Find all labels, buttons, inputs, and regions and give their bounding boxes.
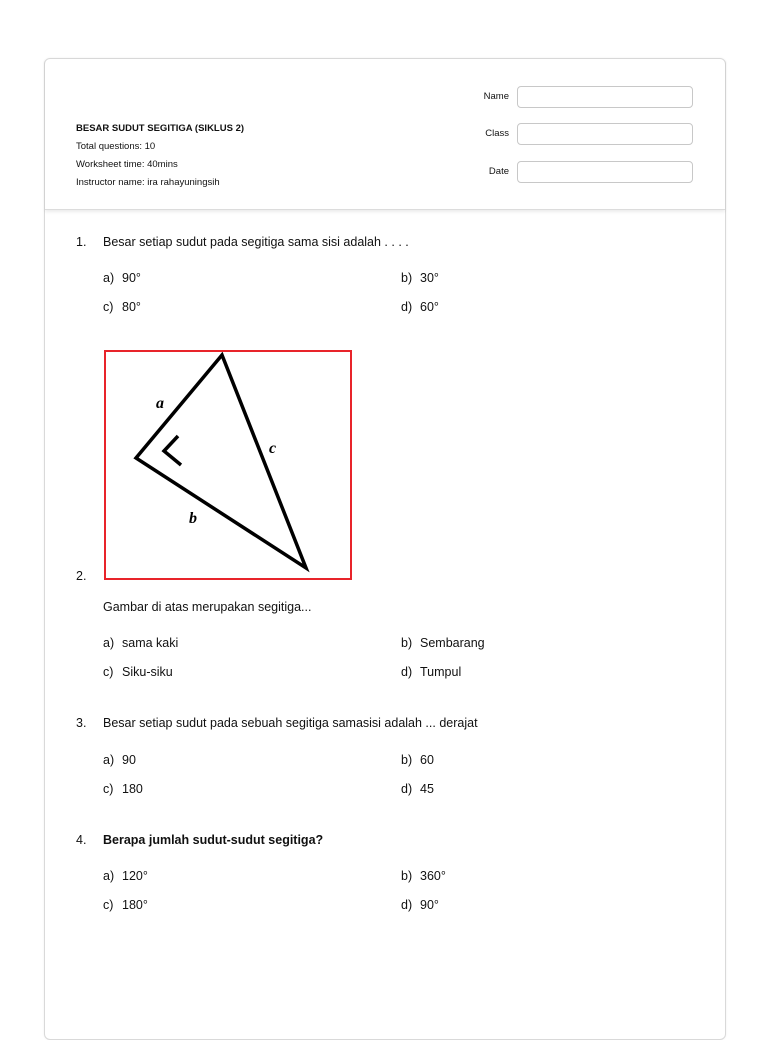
question-number: 1. xyxy=(76,235,87,249)
option-c[interactable]: c) Siku-siku xyxy=(103,665,173,679)
triangle-figure xyxy=(104,350,352,580)
worksheet-title: BESAR SUDUT SEGITIGA (SIKLUS 2) xyxy=(76,123,245,134)
option-b[interactable]: b) Sembarang xyxy=(401,636,485,650)
option-d[interactable]: d) Tumpul xyxy=(401,665,462,679)
question-number: 4. xyxy=(76,833,87,847)
option-b[interactable]: b) 60 xyxy=(401,753,434,767)
option-d[interactable]: d) 60° xyxy=(401,300,439,314)
option-d[interactable]: d) 45 xyxy=(401,782,434,796)
side-label-b: b xyxy=(189,510,197,527)
angle-mark xyxy=(164,436,181,465)
option-a[interactable]: a) 120° xyxy=(103,869,148,883)
side-label-a: a xyxy=(156,395,164,412)
option-d[interactable]: d) 90° xyxy=(401,898,439,912)
question-text: Besar setiap sudut pada sebuah segitiga samasisi adalah ... derajat xyxy=(103,716,478,730)
option-a[interactable]: a) 90° xyxy=(103,271,141,285)
worksheet-time: Worksheet time: 40mins xyxy=(76,159,178,170)
option-b[interactable]: b) 30° xyxy=(401,271,439,285)
worksheet-page xyxy=(44,58,726,1040)
side-label-c: c xyxy=(269,440,277,457)
triangle-shape xyxy=(136,355,306,568)
instructor-name: Instructor name: ira rahayuningsih xyxy=(76,177,220,188)
option-a[interactable]: a) sama kaki xyxy=(103,636,179,650)
name-field[interactable] xyxy=(517,86,693,108)
triangle-diagram xyxy=(106,352,350,578)
question-number: 2. xyxy=(76,569,87,583)
option-b[interactable]: b) 360° xyxy=(401,869,446,883)
date-field[interactable] xyxy=(517,161,693,183)
option-c[interactable]: c) 180 xyxy=(103,782,143,796)
question-text: Besar setiap sudut pada segitiga sama sisi adalah . . . . xyxy=(103,235,409,249)
total-questions: Total questions: 10 xyxy=(76,141,156,152)
option-a[interactable]: a) 90 xyxy=(103,753,136,767)
question-text: Gambar di atas merupakan segitiga... xyxy=(103,600,312,614)
worksheet-header xyxy=(45,59,725,210)
class-field[interactable] xyxy=(517,123,693,145)
question-text: Berapa jumlah sudut-sudut segitiga? xyxy=(103,833,324,847)
class-label: Class xyxy=(485,128,509,139)
date-label: Date xyxy=(488,166,509,177)
name-label: Name xyxy=(483,91,509,102)
worksheet-info xyxy=(76,120,244,192)
option-c[interactable]: c) 80° xyxy=(103,300,141,314)
option-c[interactable]: c) 180° xyxy=(103,898,148,912)
question-number: 3. xyxy=(76,716,87,730)
